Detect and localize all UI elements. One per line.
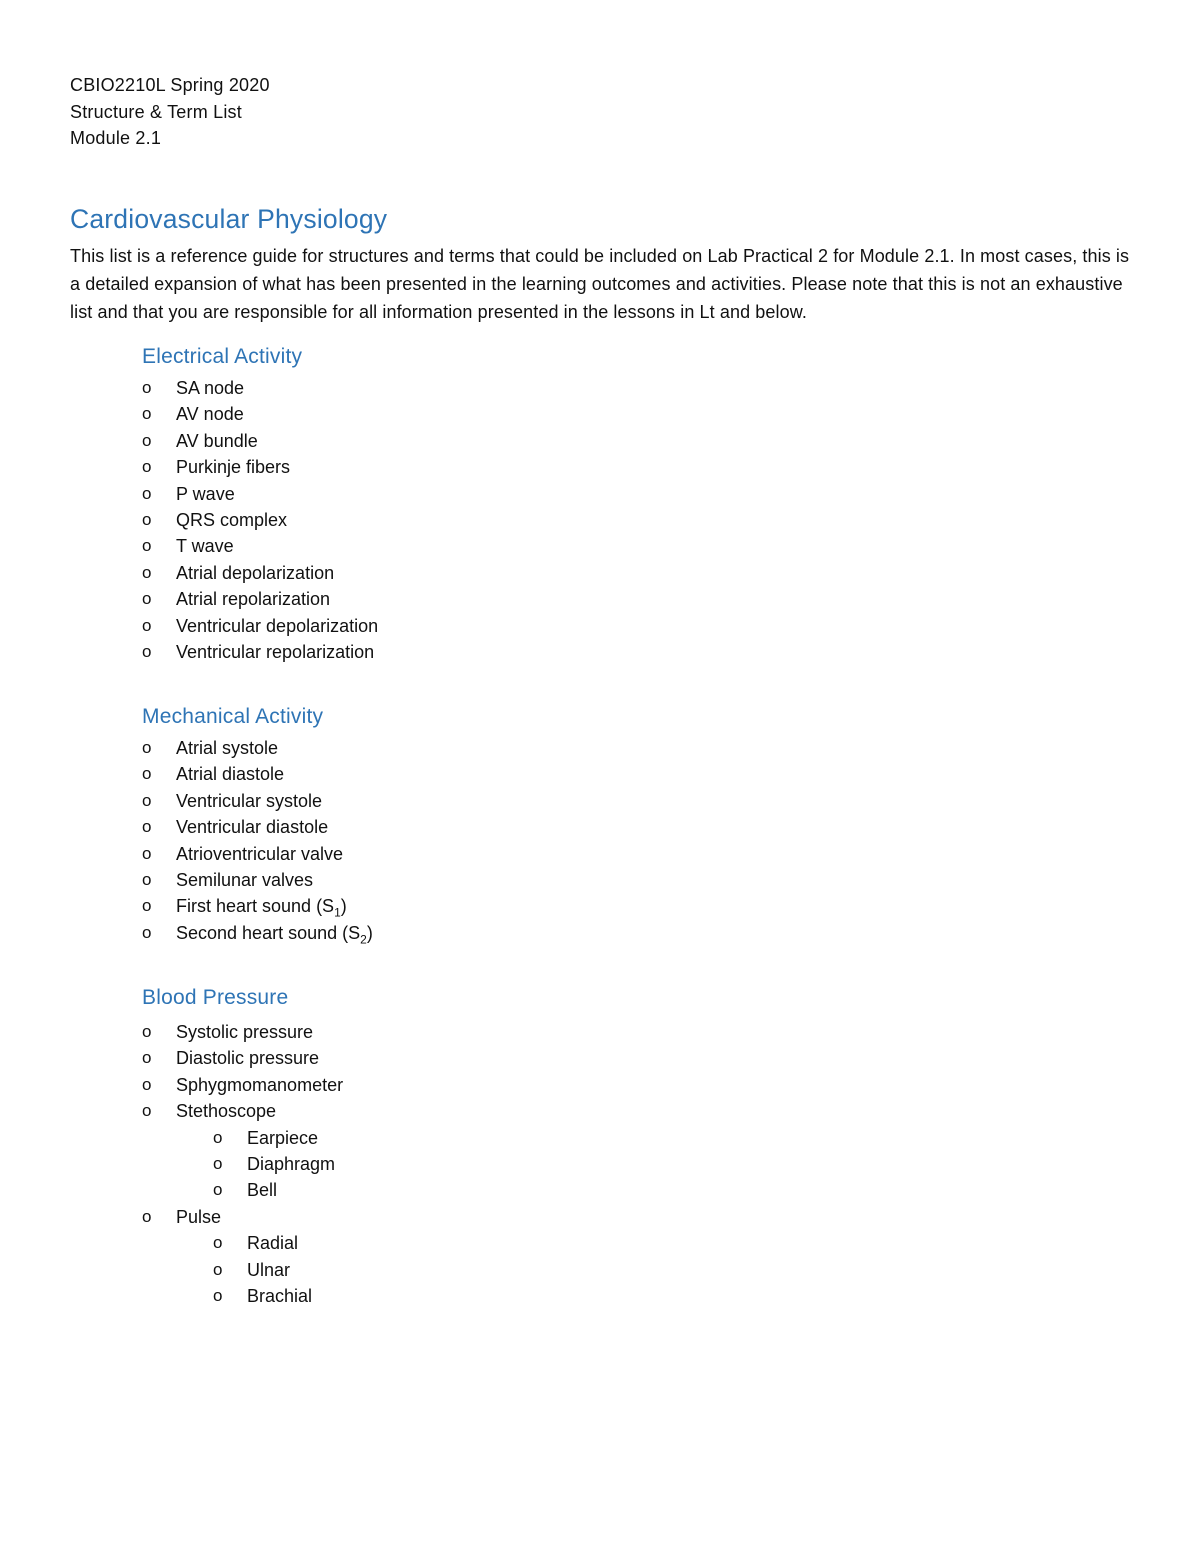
list-item <box>142 613 378 639</box>
term-label: Ventricular diastole <box>176 817 329 838</box>
bullet: o <box>213 1259 223 1279</box>
bullet: o <box>142 641 152 661</box>
bullet: o <box>142 764 152 784</box>
document-title: Cardiovascular Physiology <box>70 204 388 234</box>
bullet: o <box>142 457 152 477</box>
term-list-electrical <box>142 375 378 665</box>
term-label: Brachial <box>247 1285 313 1306</box>
term-label: Ventricular repolarization <box>176 641 375 662</box>
bullet: o <box>142 1206 152 1226</box>
term-label: Atrial repolarization <box>176 589 331 610</box>
term-list-mechanical <box>142 735 373 946</box>
bullet: o <box>142 615 152 635</box>
term-label: Bell <box>247 1180 278 1201</box>
term-label: Diastolic pressure <box>176 1048 320 1069</box>
term-label: Pulse <box>176 1206 222 1227</box>
sub-list-item <box>142 1257 343 1283</box>
list-item <box>142 560 378 586</box>
list-item <box>142 920 373 946</box>
term-label: Stethoscope <box>176 1101 277 1122</box>
section-heading-electrical: Electrical Activity <box>142 345 303 368</box>
term-label: Semilunar valves <box>176 869 314 890</box>
section-heading-blood-pressure: Blood Pressure <box>142 986 289 1009</box>
bullet: o <box>142 738 152 757</box>
bullet: o <box>142 404 152 424</box>
bullet: o <box>142 562 152 582</box>
heart-sound-label: Second heart sound (S <box>176 922 361 943</box>
term-label: Sphygmomanometer <box>176 1074 344 1095</box>
term-label: AV bundle <box>176 430 258 451</box>
term-label <box>176 896 347 920</box>
term-label: Purkinje fibers <box>176 457 291 478</box>
sub-list-item <box>142 1151 343 1177</box>
list-item <box>142 507 378 533</box>
list-item <box>142 639 378 665</box>
list-title-line: Structure & Term List <box>70 101 242 122</box>
term-label: Radial <box>247 1233 299 1254</box>
bullet: o <box>142 896 152 916</box>
course-line: CBIO2210L Spring 2020 <box>70 75 270 95</box>
list-item <box>142 761 373 787</box>
bullet: o <box>142 1022 152 1041</box>
bullet: o <box>142 1048 152 1068</box>
term-label: Ventricular systole <box>176 790 323 811</box>
term-label: Systolic pressure <box>176 1022 314 1042</box>
heart-sound-label: First heart sound (S <box>176 896 335 917</box>
bullet: o <box>213 1127 223 1147</box>
list-item <box>142 533 378 559</box>
list-item <box>142 481 378 507</box>
term-label: Diaphragm <box>247 1153 336 1174</box>
bullet: o <box>142 589 152 609</box>
subscript: 2 <box>360 932 367 947</box>
module-line: Module 2.1 <box>70 128 162 148</box>
term-label <box>176 922 373 947</box>
bullet: o <box>142 536 152 556</box>
term-list-blood-pressure <box>142 1019 343 1309</box>
closing-paren: ) <box>340 896 347 917</box>
sub-list-item <box>142 1283 343 1309</box>
bullet: o <box>213 1180 223 1200</box>
bullet: o <box>142 790 152 810</box>
list-item <box>142 375 378 401</box>
list-item <box>142 1019 343 1045</box>
bullet: o <box>142 843 152 863</box>
list-item <box>142 428 378 454</box>
list-item <box>142 735 373 761</box>
term-label: QRS complex <box>176 509 288 530</box>
list-item <box>142 814 373 840</box>
bullet: o <box>142 922 152 942</box>
bullet: o <box>142 1101 152 1121</box>
list-item <box>142 586 378 612</box>
intro-paragraph: This list is a reference guide for structures and terms that could be included on Lab Practical 2 for Module 2.1. In most cases, this is a detailed expansion of what has been presented in the learning outcomes and activities. Please note that this is not an exhaustive list and that you are responsible for all information presented in the lessons in Lt and below. <box>70 246 1130 322</box>
list-item <box>142 841 373 867</box>
bullet: o <box>142 817 152 837</box>
list-item <box>142 1204 343 1230</box>
bullet: o <box>142 430 152 450</box>
term-label: Atrial systole <box>176 738 279 758</box>
term-label: Atrial diastole <box>176 764 285 785</box>
bullet: o <box>213 1153 223 1173</box>
list-item <box>142 867 373 893</box>
list-item <box>142 1072 343 1098</box>
term-label: Ulnar <box>247 1259 291 1280</box>
bullet: o <box>142 509 152 529</box>
bullet: o <box>142 378 152 397</box>
document-header <box>70 72 270 152</box>
list-item <box>142 1098 343 1124</box>
section-heading-mechanical: Mechanical Activity <box>142 705 324 728</box>
list-item <box>142 1045 343 1071</box>
bullet: o <box>142 483 152 503</box>
list-item <box>142 893 373 919</box>
term-label: AV node <box>176 404 244 425</box>
term-label: Earpiece <box>247 1127 319 1148</box>
bullet: o <box>213 1285 223 1305</box>
bullet: o <box>142 869 152 889</box>
sub-list-item <box>142 1230 343 1256</box>
subscript: 1 <box>334 905 341 920</box>
term-label: SA node <box>176 378 245 398</box>
list-item <box>142 454 378 480</box>
term-label: Atrial depolarization <box>176 562 335 583</box>
sub-list-item <box>142 1125 343 1151</box>
closing-paren: ) <box>366 922 373 943</box>
list-item <box>142 401 378 427</box>
term-label: P wave <box>176 483 235 504</box>
sub-list-item <box>142 1177 343 1203</box>
term-label: Atrioventricular valve <box>176 843 344 864</box>
bullet: o <box>213 1233 223 1253</box>
term-label: Ventricular depolarization <box>176 615 379 636</box>
term-label: T wave <box>176 536 234 557</box>
list-item <box>142 788 373 814</box>
bullet: o <box>142 1074 152 1094</box>
